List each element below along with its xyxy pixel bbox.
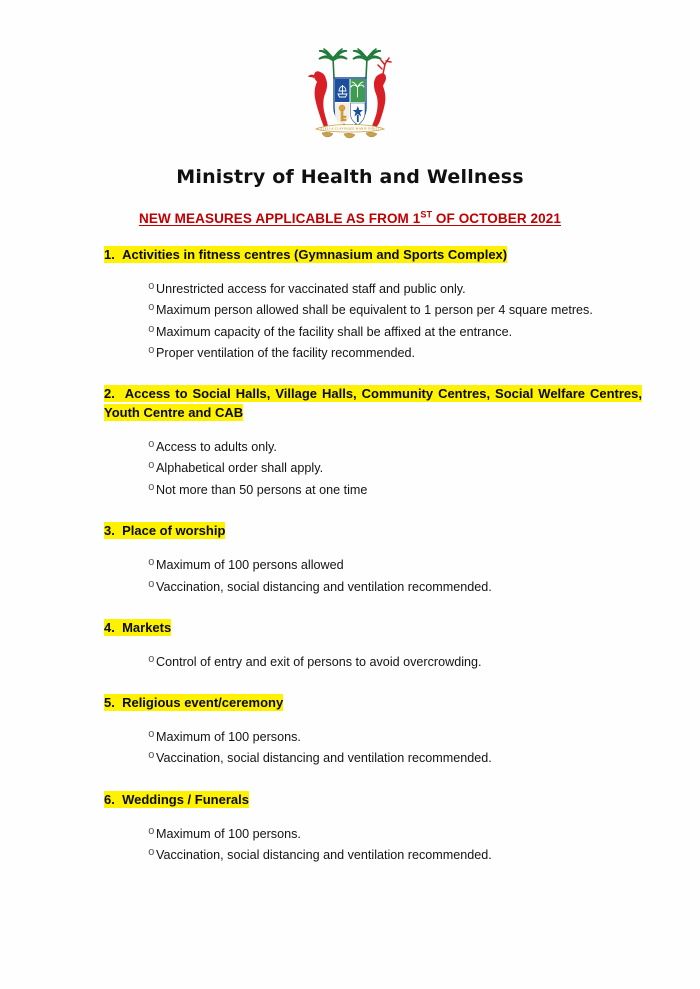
bullet-marker-icon: o (148, 750, 155, 763)
list-item-text: Maximum of 100 persons allowed (156, 558, 344, 573)
list-item (104, 437, 642, 457)
list-item-text: Maximum of 100 persons. (156, 729, 301, 744)
section-4-bullets (104, 652, 642, 672)
bullet-marker-icon: o (148, 825, 155, 838)
section-2-heading (104, 385, 642, 423)
dodo-supporter (308, 71, 328, 127)
list-item (104, 748, 642, 768)
measures-list (0, 246, 700, 865)
bullet-marker-icon: o (148, 557, 155, 570)
bullet-marker-icon: o (148, 481, 155, 494)
subtitle-text-after: OF OCTOBER 2021 (432, 211, 561, 226)
section-2-bullets (104, 437, 642, 500)
section-4-number: 4. (104, 619, 115, 635)
section-1-number: 1. (104, 247, 115, 262)
section-3-heading (104, 522, 642, 541)
list-item (104, 300, 642, 320)
bullet-marker-icon: o (148, 460, 155, 473)
list-item-text: Alphabetical order shall apply. (156, 461, 324, 476)
list-item (104, 279, 642, 299)
list-item-text: Control of entry and exit of persons to avoid overcrowding. (156, 654, 482, 669)
list-item (104, 322, 642, 342)
section-5-number: 5. (104, 695, 115, 711)
list-item-text: Maximum capacity of the facility shall be affixed at the entrance. (156, 324, 513, 339)
subtitle (139, 211, 561, 226)
section-6-number: 6. (104, 791, 115, 807)
page-title: Ministry of Health and Wellness (176, 166, 524, 188)
section-1-title: Activities in fitness centres (Gymnasium and Sports Complex) (122, 247, 508, 262)
list-item (104, 480, 642, 500)
list-item-text: Maximum person allowed shall be equivalent to 1 person per 4 square metres. (156, 303, 593, 318)
section-2 (104, 385, 642, 500)
list-item-text: Not more than 50 persons at one time (156, 482, 368, 497)
section-1-heading (104, 246, 642, 265)
list-item-text: Unrestricted access for vaccinated staff and public only. (156, 281, 466, 296)
section-5 (104, 694, 642, 769)
section-1-bullets (104, 279, 642, 364)
svg-text:STELLA CLAVISQUE MARIS INDICI: STELLA CLAVISQUE MARIS INDICI (320, 126, 380, 131)
list-item-text: Vaccination, social distancing and ventilation recommended. (156, 751, 492, 766)
stag-supporter (372, 58, 391, 128)
section-5-title: Religious event/ceremony (122, 695, 284, 711)
list-item-text: Vaccination, social distancing and ventilation recommended. (156, 847, 492, 862)
section-4 (104, 619, 642, 672)
list-item (104, 343, 642, 363)
section-4-title: Markets (122, 619, 172, 635)
section-6-bullets (104, 824, 642, 866)
subtitle-text-before: NEW MEASURES APPLICABLE AS FROM 1 (139, 211, 421, 226)
list-item-text: Maximum of 100 persons. (156, 826, 301, 841)
bullet-marker-icon: o (148, 728, 155, 741)
section-5-heading (104, 694, 642, 713)
section-2-title: Access to Social Halls, Village Halls, Community Centres, Social Welfare Centres, Youth Centre and CAB (104, 386, 642, 421)
section-6 (104, 791, 642, 866)
list-item-text: Access to adults only. (156, 440, 277, 455)
bullet-marker-icon: o (148, 653, 155, 666)
list-item-text: Vaccination, social distancing and ventilation recommended. (156, 579, 492, 594)
list-item (104, 652, 642, 672)
bullet-marker-icon: o (148, 302, 155, 315)
section-3-bullets (104, 555, 642, 597)
list-item (104, 824, 642, 844)
emblem-container (0, 0, 700, 146)
bullet-marker-icon: o (148, 846, 155, 859)
coat-of-arms-icon (290, 34, 410, 146)
section-2-number: 2. (104, 386, 115, 402)
section-1 (104, 246, 642, 363)
motto-scroll (316, 125, 384, 133)
bullet-marker-icon: o (148, 323, 155, 336)
section-4-heading (104, 619, 642, 638)
bullet-marker-icon: o (148, 280, 155, 293)
section-5-bullets (104, 727, 642, 769)
bullet-marker-icon: o (148, 345, 155, 358)
bullet-marker-icon: o (148, 578, 155, 591)
list-item (104, 458, 642, 478)
list-item (104, 845, 642, 865)
section-3-number: 3. (104, 523, 115, 539)
section-3 (104, 522, 642, 597)
bullet-marker-icon: o (148, 439, 155, 452)
section-6-heading (104, 791, 642, 810)
subtitle-ordinal-suffix: ST (420, 209, 433, 220)
list-item (104, 577, 642, 597)
section-3-title: Place of worship (122, 523, 226, 539)
list-item-text: Proper ventilation of the facility recommended. (156, 346, 416, 361)
section-6-title: Weddings / Funerals (122, 791, 249, 807)
list-item (104, 555, 642, 575)
list-item (104, 727, 642, 747)
subtitle-row (0, 210, 700, 228)
